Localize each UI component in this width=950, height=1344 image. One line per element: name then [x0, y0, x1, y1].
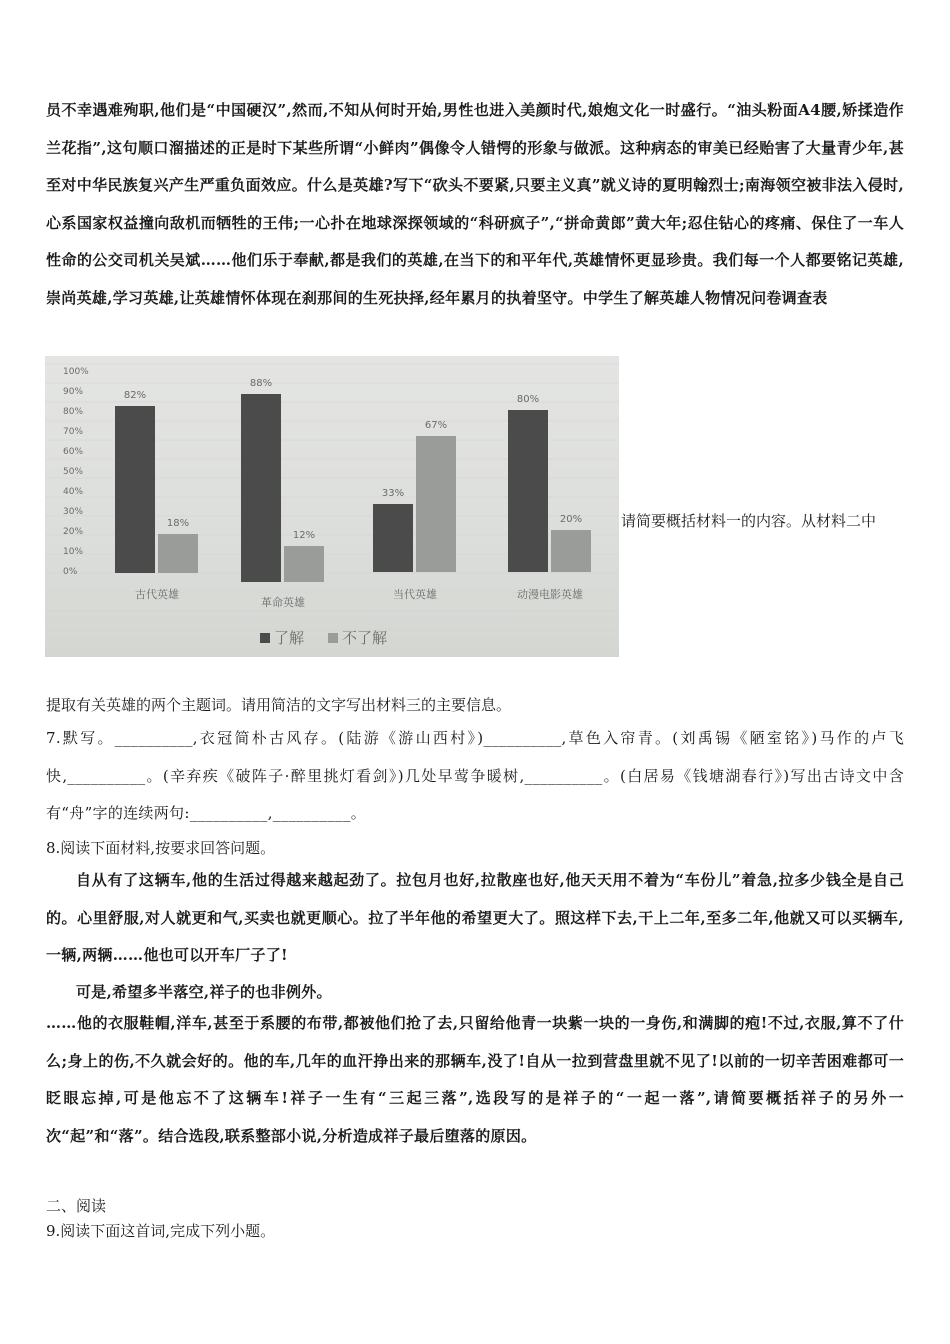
legend-swatch — [328, 633, 338, 643]
y-tick-label: 70% — [63, 427, 84, 437]
data-label: 88% — [249, 378, 273, 389]
y-tick-label: 90% — [63, 387, 84, 397]
question-after-chart: 提取有关英雄的两个主题词。请用简洁的文字写出材料三的主要信息。 — [46, 696, 512, 714]
y-tick-label: 40% — [63, 487, 84, 497]
bar-unknown — [158, 534, 198, 573]
passage-paragraph-2: 可是,希望多半落空,祥子的也非例外。 — [76, 983, 332, 1001]
category-label: 革命英雄 — [261, 596, 305, 609]
data-label: 67% — [424, 420, 448, 431]
data-label: 12% — [292, 530, 316, 541]
question-8-intro: 8.阅读下面材料,按要求回答问题。 — [46, 839, 276, 857]
category-label: 动漫电影英雄 — [517, 588, 583, 601]
category-label: 古代英雄 — [135, 588, 179, 601]
y-tick-label: 30% — [63, 507, 84, 517]
bar-unknown — [284, 546, 324, 582]
section-title: 二、阅读 — [46, 1197, 107, 1215]
y-tick-label: 80% — [63, 407, 84, 417]
y-tick-label: 60% — [63, 447, 84, 457]
passage-paragraph-3: ……他的衣服鞋帽,洋车,甚至于系腰的布带,都被他们抢了去,只留给他青一块紫一块的一身伤,和满脚的疱!不过,衣服,算不了什么;身上的伤,不久就会好的。他的车,几年的血汗挣出来的那辆车,没了!自从一拉到营盘里就不见了!以前的一切辛苦困难都可一眨眼忘掉,可是他忘不了这辆车!祥子一生有“三起三落”,选段写的是祥子的“一起一落”,请简要概括祥子的另外一次“起”和“落”。结合选段,联系整部小说,分析造成祥子最后堕落的原因。 — [46, 1014, 904, 1145]
data-label: 33% — [381, 488, 405, 499]
data-label: 82% — [123, 390, 147, 401]
y-tick-label: 0% — [63, 567, 78, 577]
bar-known — [508, 410, 548, 572]
bar-known — [241, 394, 281, 582]
question-9: 9.阅读下面这首词,完成下列小题。 — [46, 1222, 276, 1240]
y-tick-label: 20% — [63, 527, 84, 537]
data-label: 20% — [559, 514, 583, 525]
y-tick-label: 10% — [63, 547, 84, 557]
bar-known — [373, 504, 413, 572]
bar-unknown — [416, 436, 456, 572]
bar-chart — [45, 356, 619, 657]
paragraph-heroes: 员不幸遇难殉职,他们是“中国硬汉”,然而,不知从何时开始,男性也进入美颜时代,娘炮文化一时盛行。“油头粉面A4腰,矫揉造作兰花指”,这句顺口溜描述的正是时下某些所谓“小鲜肉”偶像令人错愕的形象与做派。这种病态的审美已经贻害了大量青少年,甚至对中华民族复兴产生严重负面效应。什么是英雄?写下“砍头不要紧,只要主义真”就义诗的夏明翰烈士;南海领空被非法入侵时,心系国家权益撞向敌机而牺牲的王伟;一心扑在地球深探领域的“科研疯子”,“拼命黄郎”黄大年;忍住钻心的疼痛、保住了一车人性命的公交司机关吴斌……他们乐于奉献,都是我们的英雄,在当下的和平年代,英雄情怀更显珍贵。我们每一个人都要铭记英雄,崇尚英雄,学习英雄,让英雄情怀体现在刹那间的生死抉择,经年累月的执着坚守。中学生了解英雄人物情况问卷调查表 — [46, 101, 904, 307]
legend-swatch — [260, 633, 270, 643]
data-label: 18% — [166, 518, 190, 529]
data-label: 80% — [516, 394, 540, 405]
y-tick-label: 100% — [63, 367, 89, 377]
survey-chart-photo — [45, 356, 619, 657]
legend-label: 了解 — [274, 629, 305, 647]
legend-label: 不了解 — [342, 629, 388, 647]
passage-paragraph-1: 自从有了这辆车,他的生活过得越来越起劲了。拉包月也好,拉散座也好,他天天用不着为“车份儿”着急,拉多少钱全是自己的。心里舒服,对人就更和气,买卖也就更顺心。拉了半年他的希望更大了。照这样下去,干上二年,至多二年,他就又可以买辆车,一辆,两辆……他也可以开车厂子了! — [46, 871, 904, 965]
bar-unknown — [551, 530, 591, 572]
question-7: 7.默写。__________,衣冠简朴古风存。(陆游《游山西村》)__________,草色入帘青。(刘禹锡《陋室铭》)马作的卢飞快,__________。(辛弃疾《破阵子·醉里挑灯看剑》)几处早莺争暖树,__________。(白居易《钱塘湖春行》)写出古诗文中含有“舟”字的连续两句:__________,__________。 — [46, 729, 904, 823]
question-side-text: 请简要概括材料一的内容。从材料二中 — [621, 512, 877, 530]
bar-known — [115, 406, 155, 573]
category-label: 当代英雄 — [393, 588, 437, 601]
y-tick-label: 50% — [63, 467, 84, 477]
